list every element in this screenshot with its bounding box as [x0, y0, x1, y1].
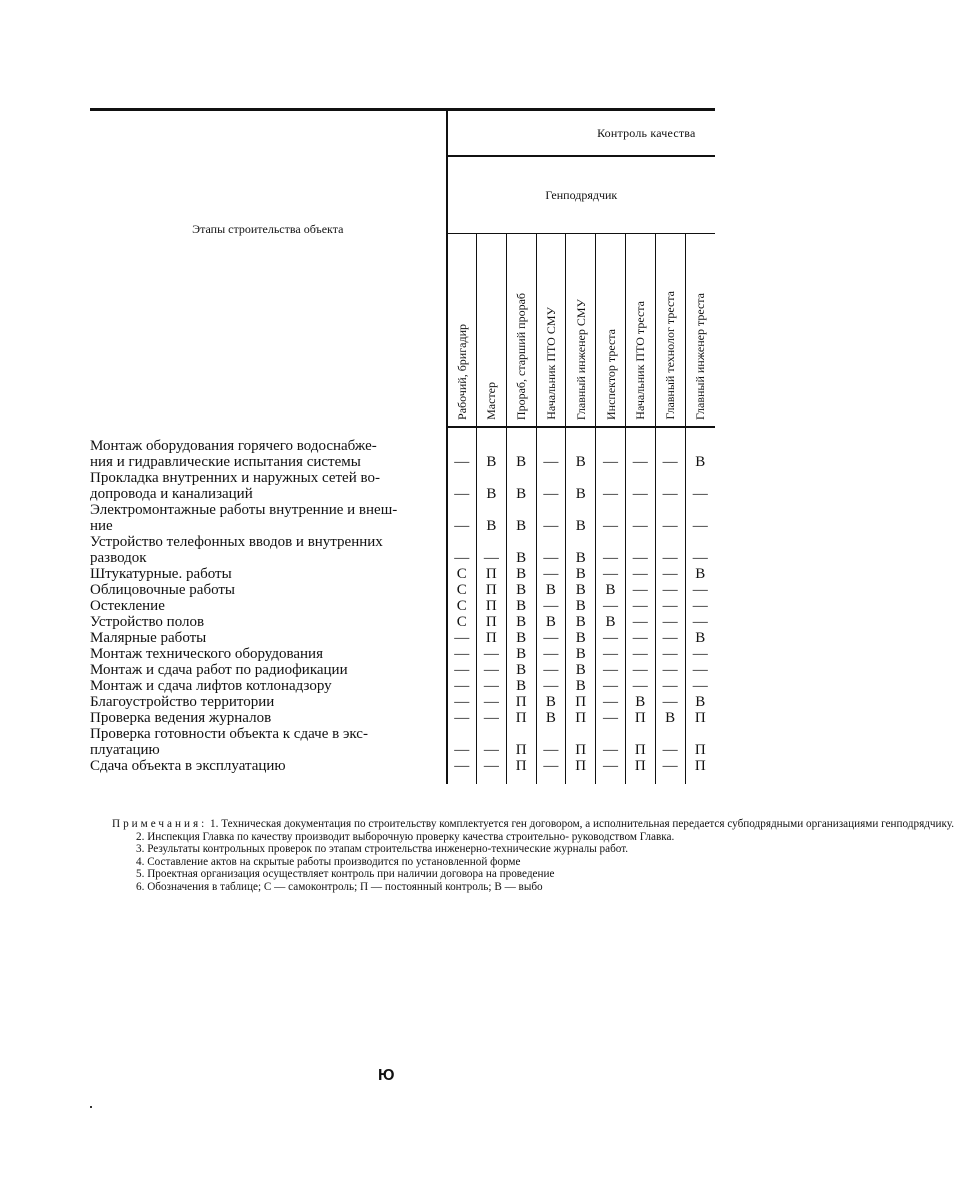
control-value-cell: —	[596, 678, 626, 694]
control-value-cell: —	[596, 438, 626, 470]
table-row	[90, 598, 715, 614]
table-row	[90, 470, 715, 502]
control-value-cell: В	[536, 614, 566, 630]
control-value-cell: —	[655, 566, 685, 582]
stage-label-line: Монтаж оборудования горячего водоснабже-	[90, 438, 377, 454]
role-header	[625, 234, 655, 428]
control-value-cell: —	[685, 534, 715, 566]
control-value-cell: —	[685, 598, 715, 614]
control-value-cell: В	[476, 470, 506, 502]
control-value-cell: —	[625, 582, 655, 598]
control-value-cell: П	[685, 758, 715, 774]
control-value-cell: В	[596, 582, 626, 598]
role-label: Начальник ПТО треста	[633, 301, 648, 420]
table-row	[90, 534, 715, 566]
control-value-cell: В	[566, 598, 596, 614]
control-value-cell: —	[625, 502, 655, 534]
control-value-cell: П	[566, 694, 596, 710]
control-value-cell: —	[536, 566, 566, 582]
note-item: 1. Техническая документация по строительству комплектуется ген договором, а исполнительная передается субподрядными организациями генподрядчику.	[210, 818, 954, 830]
control-value-cell: В	[566, 662, 596, 678]
stage-cell	[90, 630, 447, 646]
control-value-cell: В	[685, 566, 715, 582]
note-item: 5. Проектная организация осуществляет контроль при наличии договора на проведение	[136, 868, 555, 881]
control-value-cell: —	[536, 630, 566, 646]
role-header	[596, 234, 626, 428]
table-row	[90, 726, 715, 758]
role-label: Мастер	[484, 382, 499, 420]
control-value-cell: —	[447, 726, 477, 758]
control-value-cell: —	[536, 438, 566, 470]
control-value-cell: В	[506, 502, 536, 534]
control-value-cell: —	[536, 598, 566, 614]
control-value-cell: В	[566, 502, 596, 534]
control-value-cell: —	[596, 566, 626, 582]
note-item: 6. Обозначения в таблице; С — самоконтроль; П — постоянный контроль; В — выбо	[136, 880, 543, 893]
control-value-cell: —	[685, 582, 715, 598]
role-label: Инспектор треста	[603, 329, 618, 420]
page-number: Ю	[378, 1067, 395, 1084]
control-value-cell: П	[625, 758, 655, 774]
table-row	[90, 438, 715, 470]
control-value-cell: —	[447, 662, 477, 678]
table-row	[90, 630, 715, 646]
control-value-cell: В	[566, 630, 596, 646]
stage-cell	[90, 438, 447, 470]
role-header	[536, 234, 566, 428]
control-value-cell: —	[447, 646, 477, 662]
control-value-cell: —	[476, 758, 506, 774]
control-value-cell: —	[596, 470, 626, 502]
control-value-cell: В	[536, 710, 566, 726]
control-value-cell: В	[506, 470, 536, 502]
control-value-cell: —	[655, 502, 685, 534]
role-header	[566, 234, 596, 428]
role-label: Главный инженер треста	[693, 292, 708, 420]
role-label: Начальник ПТО СМУ	[543, 307, 558, 420]
control-value-cell: П	[506, 694, 536, 710]
stage-cell	[90, 710, 447, 726]
control-value-cell: —	[655, 534, 685, 566]
control-value-cell: —	[596, 646, 626, 662]
control-value-cell: —	[685, 662, 715, 678]
control-value-cell: В	[506, 534, 536, 566]
stage-cell	[90, 598, 447, 614]
control-value-cell: С	[447, 566, 477, 582]
control-value-cell: В	[566, 566, 596, 582]
general-contractor-heading: Генподрядчик	[447, 156, 715, 234]
notes-label: Примечания:	[112, 818, 208, 830]
role-label: Прораб, старший прораб	[514, 292, 529, 420]
control-value-cell: —	[476, 646, 506, 662]
control-value-cell: П	[566, 758, 596, 774]
table-row	[90, 758, 715, 774]
stage-label-line: Проверка ведения журналов	[90, 710, 272, 726]
control-value-cell: —	[596, 726, 626, 758]
stage-cell	[90, 534, 447, 566]
stage-cell	[90, 694, 447, 710]
control-value-cell: В	[506, 678, 536, 694]
control-value-cell: —	[625, 566, 655, 582]
stage-label-line: Облицовочные работы	[90, 582, 236, 598]
control-value-cell: В	[566, 438, 596, 470]
control-value-cell: —	[476, 662, 506, 678]
control-value-cell: —	[655, 630, 685, 646]
control-value-cell: П	[476, 630, 506, 646]
control-value-cell: —	[476, 678, 506, 694]
control-value-cell: —	[447, 710, 477, 726]
control-value-cell: —	[476, 726, 506, 758]
stage-cell	[90, 678, 447, 694]
control-value-cell: П	[566, 710, 596, 726]
control-value-cell: —	[447, 502, 477, 534]
stage-label-line: разводок	[90, 550, 147, 566]
control-value-cell: В	[566, 534, 596, 566]
control-value-cell: С	[447, 598, 477, 614]
control-value-cell: —	[655, 614, 685, 630]
stage-label-line: Малярные работы	[90, 630, 207, 646]
stage-label-line: Монтаж и сдача работ по радиофикации	[90, 662, 348, 678]
stage-cell	[90, 502, 447, 534]
stage-label-line: плуатацию	[90, 742, 160, 758]
control-value-cell: —	[447, 678, 477, 694]
control-value-cell: —	[596, 534, 626, 566]
table-row	[90, 646, 715, 662]
control-value-cell: В	[566, 646, 596, 662]
control-value-cell: —	[476, 710, 506, 726]
stage-cell	[90, 646, 447, 662]
control-value-cell: В	[685, 630, 715, 646]
control-value-cell: —	[685, 614, 715, 630]
control-value-cell: В	[506, 582, 536, 598]
control-value-cell: —	[447, 694, 477, 710]
stage-label-line: Прокладка внутренних и наружных сетей во-	[90, 470, 380, 486]
table-row	[90, 502, 715, 534]
control-value-cell: —	[625, 438, 655, 470]
control-value-cell: —	[655, 598, 685, 614]
control-value-cell: П	[566, 726, 596, 758]
control-value-cell: —	[536, 726, 566, 758]
stage-label-line: Сдача объекта в эксплуатацию	[90, 758, 286, 774]
control-value-cell: В	[685, 694, 715, 710]
control-value-cell: П	[685, 726, 715, 758]
control-value-cell: —	[596, 502, 626, 534]
control-value-cell: —	[536, 758, 566, 774]
control-value-cell: —	[476, 534, 506, 566]
control-value-cell: П	[476, 582, 506, 598]
stage-cell	[90, 566, 447, 582]
control-value-cell: В	[625, 694, 655, 710]
control-value-cell: В	[506, 630, 536, 646]
control-value-cell: —	[655, 726, 685, 758]
control-value-cell: —	[596, 694, 626, 710]
stage-label-line: Проверка готовности объекта к сдаче в экс-	[90, 726, 368, 742]
control-value-cell: В	[506, 614, 536, 630]
control-value-cell: —	[447, 438, 477, 470]
control-value-cell: —	[536, 678, 566, 694]
control-value-cell: —	[536, 470, 566, 502]
control-value-cell: —	[655, 662, 685, 678]
quality-control-table	[90, 108, 715, 784]
role-label: Главный технолог треста	[663, 291, 678, 420]
control-value-cell: —	[596, 630, 626, 646]
note-item: 2. Инспекция Главка по качеству производит выборочную проверку качества строительно- руководством Главка.	[136, 830, 675, 843]
control-value-cell: В	[476, 502, 506, 534]
control-value-cell: —	[596, 710, 626, 726]
control-value-cell: В	[566, 614, 596, 630]
note-line	[112, 818, 954, 831]
role-header	[655, 234, 685, 428]
stage-label-line: ния и гидравлические испытания системы	[90, 454, 361, 470]
control-value-cell: —	[625, 598, 655, 614]
control-value-cell: В	[506, 566, 536, 582]
control-value-cell: —	[625, 470, 655, 502]
control-value-cell: —	[655, 438, 685, 470]
control-value-cell: —	[447, 534, 477, 566]
stage-label-line: ние	[90, 518, 113, 534]
control-value-cell: —	[625, 662, 655, 678]
control-value-cell: П	[506, 726, 536, 758]
control-value-cell: В	[506, 438, 536, 470]
control-value-cell: В	[566, 678, 596, 694]
control-value-cell: П	[476, 566, 506, 582]
control-value-cell: —	[625, 630, 655, 646]
control-value-cell: П	[506, 710, 536, 726]
stage-cell	[90, 582, 447, 598]
stage-cell	[90, 470, 447, 502]
control-value-cell: —	[447, 758, 477, 774]
stage-label-line: Электромонтажные работы внутренние и внеш-	[90, 502, 398, 518]
role-label: Рабочий, бригадир	[454, 324, 469, 420]
control-value-cell: —	[536, 502, 566, 534]
print-speck	[90, 1106, 92, 1108]
control-value-cell: —	[625, 646, 655, 662]
control-value-cell: —	[596, 598, 626, 614]
control-value-cell: П	[685, 710, 715, 726]
stage-label-line: Штукатурные. работы	[90, 566, 232, 582]
control-value-cell: —	[685, 470, 715, 502]
note-item: 3. Результаты контрольных проверок по этапам строительства инженерно-технические журналы работ.	[136, 843, 629, 856]
control-value-cell: В	[655, 710, 685, 726]
control-value-cell: В	[566, 470, 596, 502]
control-value-cell: В	[596, 614, 626, 630]
role-header	[447, 234, 477, 428]
note-item: 4. Составление актов на скрытые работы производится по установленной форме	[136, 855, 521, 868]
control-value-cell: П	[506, 758, 536, 774]
control-value-cell: —	[655, 582, 685, 598]
stage-label-line: допровода и канализаций	[90, 486, 253, 502]
control-value-cell: —	[655, 646, 685, 662]
control-value-cell: —	[536, 646, 566, 662]
role-header	[506, 234, 536, 428]
control-value-cell: В	[566, 582, 596, 598]
control-value-cell: —	[685, 502, 715, 534]
table-row	[90, 710, 715, 726]
role-label: Главный инженер СМУ	[573, 298, 588, 420]
table-body	[90, 427, 715, 784]
control-value-cell: П	[476, 614, 506, 630]
quality-control-heading: Контроль качества	[597, 125, 696, 140]
control-value-cell: С	[447, 614, 477, 630]
control-value-cell: С	[447, 582, 477, 598]
stage-label-line: Монтаж и сдача лифтов котлонадзору	[90, 678, 332, 694]
control-value-cell: —	[596, 662, 626, 678]
control-value-cell: П	[625, 726, 655, 758]
role-header	[476, 234, 506, 428]
role-header	[685, 234, 715, 428]
stage-cell	[90, 614, 447, 630]
control-value-cell: —	[685, 646, 715, 662]
stage-label-line: Монтаж технического оборудования	[90, 646, 323, 662]
stage-cell	[90, 662, 447, 678]
control-value-cell: В	[506, 646, 536, 662]
stage-label-line: Благоустройство территории	[90, 694, 275, 710]
quality-control-heading-cell	[447, 110, 715, 157]
control-value-cell: —	[655, 678, 685, 694]
control-value-cell: —	[625, 614, 655, 630]
control-value-cell: В	[685, 438, 715, 470]
control-value-cell: —	[447, 630, 477, 646]
control-value-cell: —	[655, 694, 685, 710]
stage-cell	[90, 726, 447, 758]
control-value-cell: В	[506, 662, 536, 678]
control-value-cell: В	[476, 438, 506, 470]
table-row	[90, 614, 715, 630]
stages-heading: Этапы строительства объекта	[192, 221, 344, 236]
control-value-cell: В	[536, 694, 566, 710]
control-value-cell: —	[476, 694, 506, 710]
table-row	[90, 566, 715, 582]
table-row	[90, 582, 715, 598]
notes-block	[112, 818, 954, 894]
table-row	[90, 694, 715, 710]
control-value-cell: —	[625, 678, 655, 694]
control-value-cell: —	[596, 758, 626, 774]
control-value-cell: —	[655, 758, 685, 774]
control-value-cell: П	[625, 710, 655, 726]
control-value-cell: П	[476, 598, 506, 614]
control-value-cell: В	[506, 598, 536, 614]
stages-heading-cell	[90, 110, 447, 428]
stage-label-line: Устройство телефонных вводов и внутренних	[90, 534, 383, 550]
control-value-cell: В	[536, 582, 566, 598]
table-row	[90, 678, 715, 694]
stage-label-line: Остекление	[90, 598, 165, 614]
control-value-cell: —	[625, 534, 655, 566]
table-row	[90, 662, 715, 678]
control-value-cell: —	[536, 662, 566, 678]
stage-label-line: Устройство полов	[90, 614, 205, 630]
control-value-cell: —	[685, 678, 715, 694]
control-value-cell: —	[447, 470, 477, 502]
stage-cell	[90, 758, 447, 774]
control-value-cell: —	[536, 534, 566, 566]
control-value-cell: —	[655, 470, 685, 502]
